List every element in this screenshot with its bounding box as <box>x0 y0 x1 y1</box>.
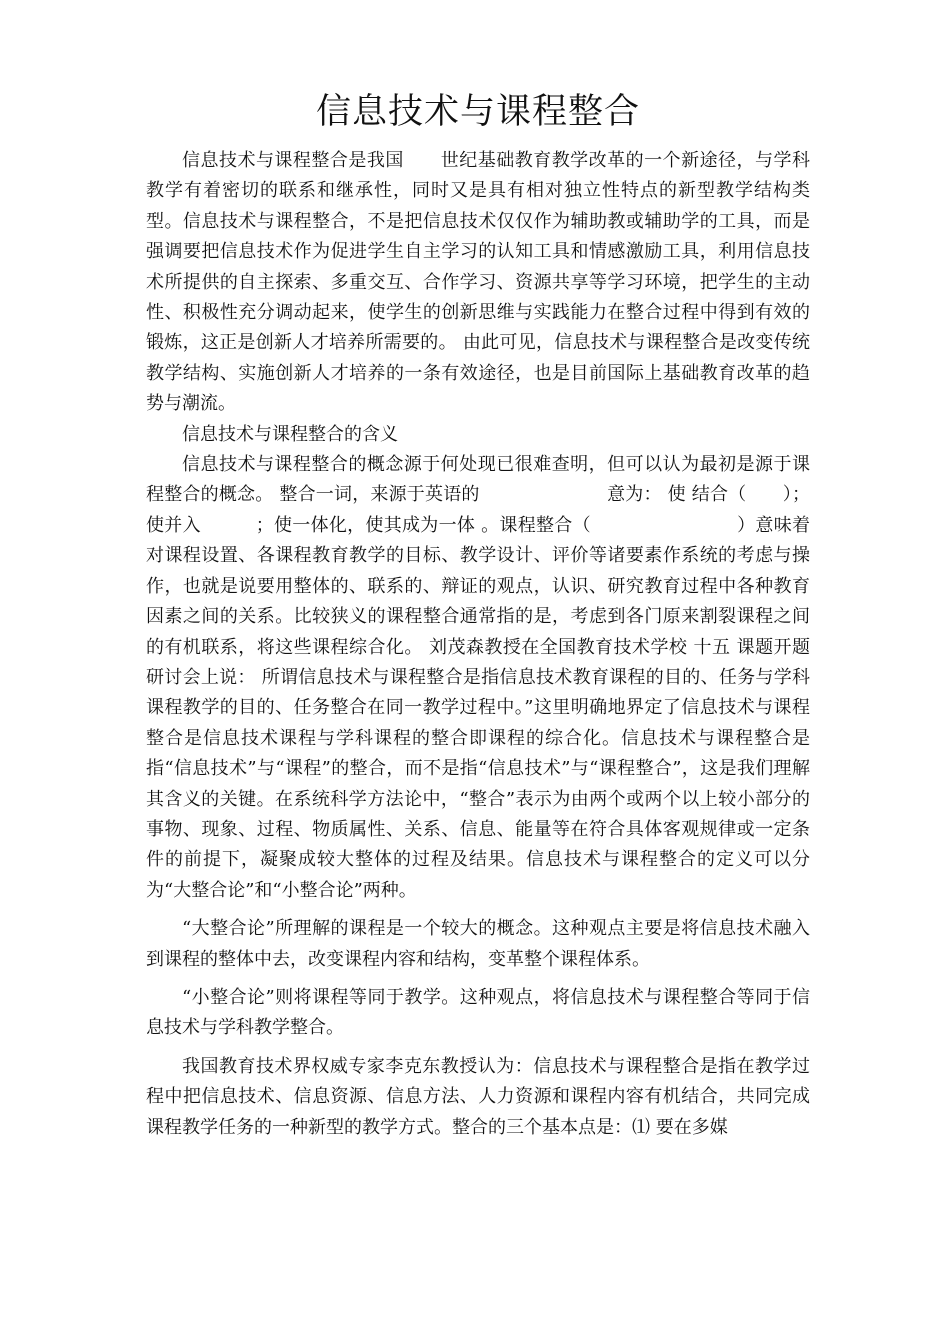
paragraph-intro: 信息技术与课程整合是我国 世纪基础教育教学改革的一个新途径，与学科教学有着密切的联系和继承性，同时又是具有相对独立性特点的新型教学结构类型。信息技术与课程整合，不是把信息技术仅仅作为辅助教或辅助学的工具，而是强调要把信息技术作为促进学生自主学习的认知工具和情感激励工具，利用信息技术所提供的自主探索、多重交互、合作学习、资源共享等学习环境，把学生的主动性、积极性充分调动起来，使学生的创新思维与实践能力在整合过程中得到有效的锻炼，这正是创新人才培养所需要的。 由此可见，信息技术与课程整合是改变传统教学结构、实施创新人才培养的一条有效途径，也是目前国际上基础教育改革的趋势与潮流。 <box>146 150 810 415</box>
document-page <box>146 82 810 1143</box>
document-title: 信息技术与课程整合 <box>315 92 640 132</box>
section-heading-meaning: 信息技术与课程整合的含义 <box>182 423 398 445</box>
paragraph-li-kedong: 我国教育技术界权威专家李克东教授认为：信息技术与课程整合是指在教学过程中把信息技术、信息资源、信息方法、人力资源和课程内容有机结合，共同完成课程教学任务的一种新型的教学方式。整合的三个基本点是：⑴ 要在多媒 <box>146 1055 810 1138</box>
paragraph-big-integration: “大整合论”所理解的课程是一个较大的概念。这种观点主要是将信息技术融入到课程的整体中去，改变课程内容和结构，变革整个课程体系。 <box>146 918 810 970</box>
paragraph-meaning: 信息技术与课程整合的概念源于何处现已很难查明，但可以认为最初是源于课程整合的概念。 整合一词，来源于英语的 意为： 使 结合（ ）；使并入 ；使一体化，使其成为一体 。课程整合（ ）意味着对课程设置、各课程教育教学的目标、教学设计、评价等诸要素作系统的考虑与操作，也就是说要用整体的、联系的、辩证的观点，认识、研究教育过程中各种教育因素之间的关系。比较狭义的课程整合通常指的是，考虑到各门原来割裂课程之间的有机联系，将这些课程综合化。 刘茂森教授在全国教育技术学校 十五 课题开题研讨会上说： 所谓信息技术与课程整合是指信息技术教育课程的目的、任务与学科课程教学的目的、任务整合在同一教学过程中。”这里明确地界定了信息技术与课程整合是信息技术课程与学科课程的整合即课程的综合化。信息技术与课程整合是指“信息技术”与“课程”的整合，而不是指“信息技术”与“课程整合”，这是我们理解其含义的关键。在系统科学方法论中，“整合”表示为由两个或两个以上较小部分的事物、现象、过程、物质属性、关系、信息、能量等在符合具体客观规律或一定条件的前提下，凝聚成较大整体的过程及结果。信息技术与课程整合的定义可以分为“大整合论”和“小整合论”两种。 <box>146 454 810 901</box>
paragraph-small-integration: “小整合论”则将课程等同于教学。这种观点，将信息技术与课程整合等同于信息技术与学科教学整合。 <box>146 986 810 1039</box>
